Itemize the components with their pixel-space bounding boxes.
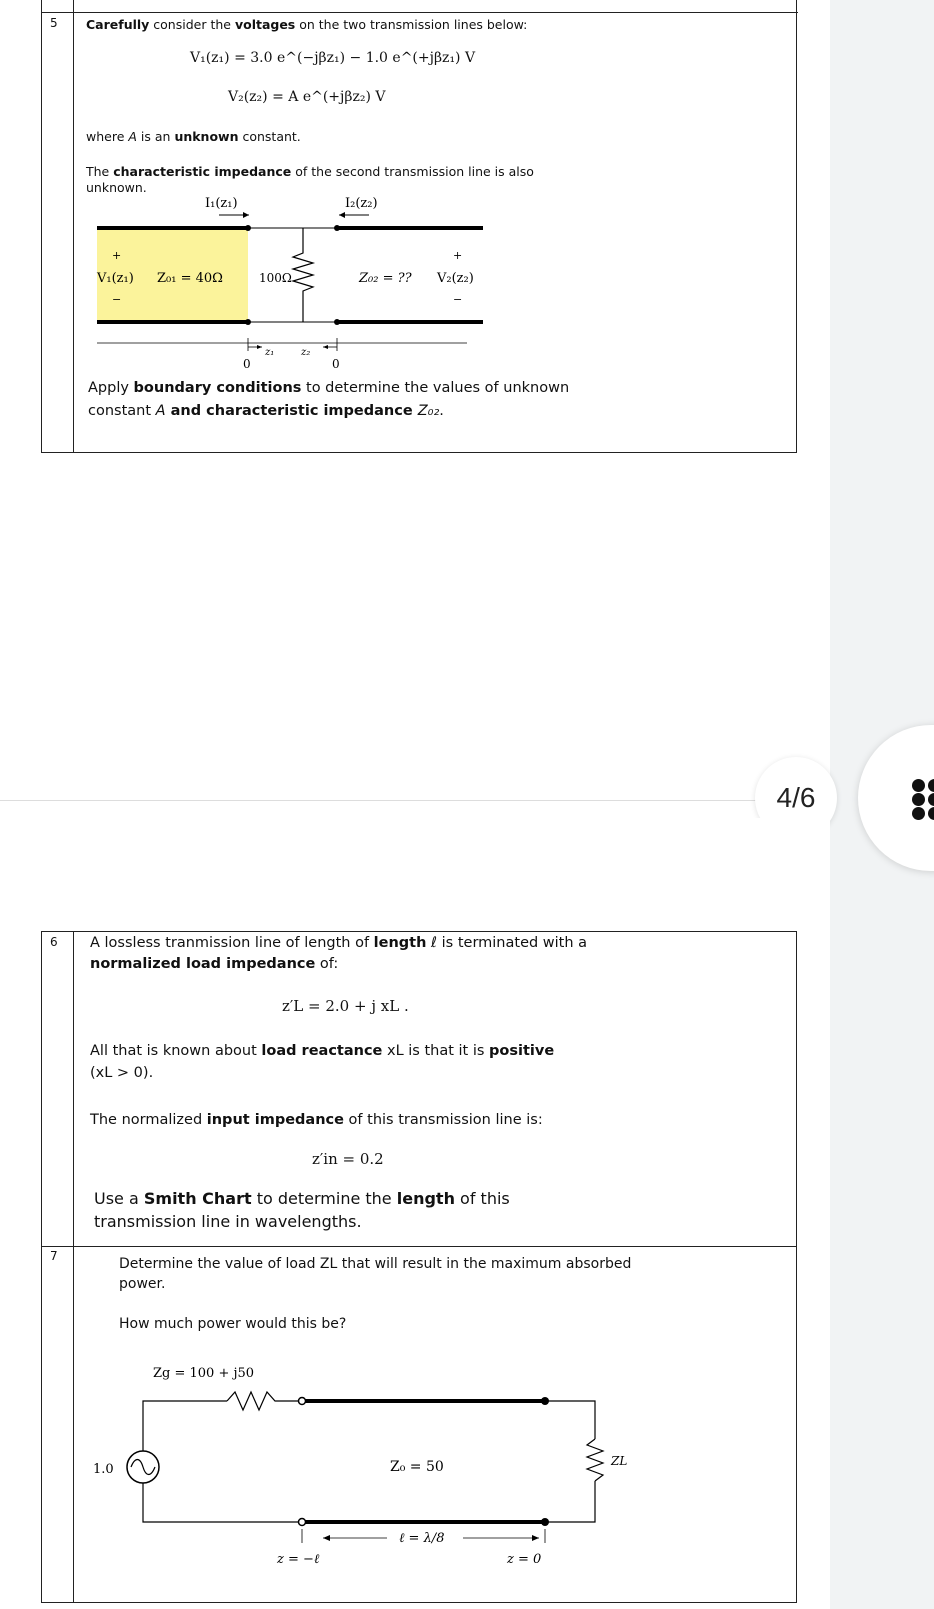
q6-load-equation: z′L = 2.0 + j xL .	[282, 997, 409, 1015]
more-icon-dot	[912, 807, 925, 820]
minus-1: −	[112, 293, 122, 306]
z-minus-l-label: z = −ℓ	[277, 1552, 320, 1567]
zl-label: ZL	[611, 1454, 628, 1468]
zg-label: Zg = 100 + j50	[153, 1366, 255, 1381]
q5-char-impedance: The characteristic impedance of the second transmission line is also	[86, 164, 534, 179]
number-cell	[42, 0, 74, 452]
more-icon-dot	[928, 779, 934, 792]
q7-line-1: Determine the value of load ZL that will result in the maximum absorbed	[119, 1256, 632, 1272]
z2-label: z₂	[301, 347, 311, 358]
q5-where: where A is an unknown constant.	[86, 129, 301, 144]
origin-1: 0	[243, 357, 251, 371]
current-i2: I₂(z₂)	[345, 196, 378, 211]
q7-circuit-diagram	[87, 1347, 647, 1587]
resistor-symbol	[293, 228, 313, 322]
plus-2: +	[453, 249, 463, 262]
z1-label: z₁	[265, 347, 275, 358]
q6-line-7: transmission line in wavelengths.	[94, 1212, 362, 1231]
q6-line-2: normalized load impedance of:	[90, 956, 339, 972]
voltage-v1: V₁(z₁)	[97, 271, 134, 286]
more-icon-dot	[928, 793, 934, 806]
more-icon	[912, 779, 925, 792]
origin-2: 0	[332, 357, 340, 371]
z-zero-label: z = 0	[507, 1552, 542, 1567]
z01-label: Z₀₁ = 40Ω	[157, 271, 223, 286]
q5-apply-2: constant A and characteristic impedance Z₀₂.	[88, 403, 444, 419]
q6-line-4: (xL > 0).	[90, 1065, 154, 1081]
page-3	[0, 0, 830, 801]
question-number: 7	[50, 1249, 58, 1263]
q5-equation-2: V₂(z₂) = A e^(+jβz₂) V	[228, 89, 386, 105]
q6-line-3: All that is known about load reactance xL is that it is positive	[90, 1043, 555, 1059]
number-cell	[42, 932, 74, 1246]
q6-line-6: Use a Smith Chart to determine the length of this	[94, 1189, 510, 1208]
q5-equation-1: V₁(z₁) = 3.0 e^(−jβz₁) − 1.0 e^(+jβz₁) V	[190, 50, 476, 66]
page-4	[0, 818, 830, 1609]
more-icon-dot	[928, 807, 934, 820]
q6-input-equation: z′in = 0.2	[312, 1150, 384, 1168]
question-6-box	[41, 931, 797, 1247]
number-cell	[42, 1247, 74, 1602]
question-5-box	[41, 0, 797, 453]
q5-char-impedance-2: unknown.	[86, 180, 147, 195]
minus-2: −	[453, 293, 463, 306]
q5-intro: Carefully consider the voltages on the two transmission lines below:	[86, 17, 528, 32]
q7-line-3: How much power would this be?	[119, 1316, 347, 1332]
more-icon-dot	[912, 793, 925, 806]
question-7-box	[41, 1246, 797, 1603]
generator-impedance-symbol	[227, 1392, 299, 1410]
resistor-label: 100Ω	[259, 271, 292, 285]
q6-line-1: A lossless tranmission line of length of length ℓ is terminated with a	[90, 935, 588, 951]
question-number: 5	[50, 16, 58, 30]
voltage-v2: V₂(z₂)	[437, 271, 474, 286]
current-i1: I₁(z₁)	[205, 196, 238, 211]
plus-1: +	[112, 249, 122, 262]
load-impedance-symbol	[587, 1439, 603, 1481]
source-label: 1.0	[93, 1462, 114, 1477]
question-number: 6	[50, 935, 58, 949]
z02-label: Z₀₂ = ??	[359, 271, 412, 286]
q5-circuit-diagram	[87, 195, 527, 380]
length-label: ℓ = λ/8	[399, 1531, 445, 1546]
page-indicator: 4/6	[755, 757, 837, 839]
q5-apply-1: Apply boundary conditions to determine the values of unknown	[88, 380, 570, 396]
q7-line-2: power.	[119, 1276, 166, 1292]
q6-line-5: The normalized input impedance of this transmission line is:	[90, 1112, 543, 1128]
z0-label: Z₀ = 50	[390, 1459, 444, 1475]
